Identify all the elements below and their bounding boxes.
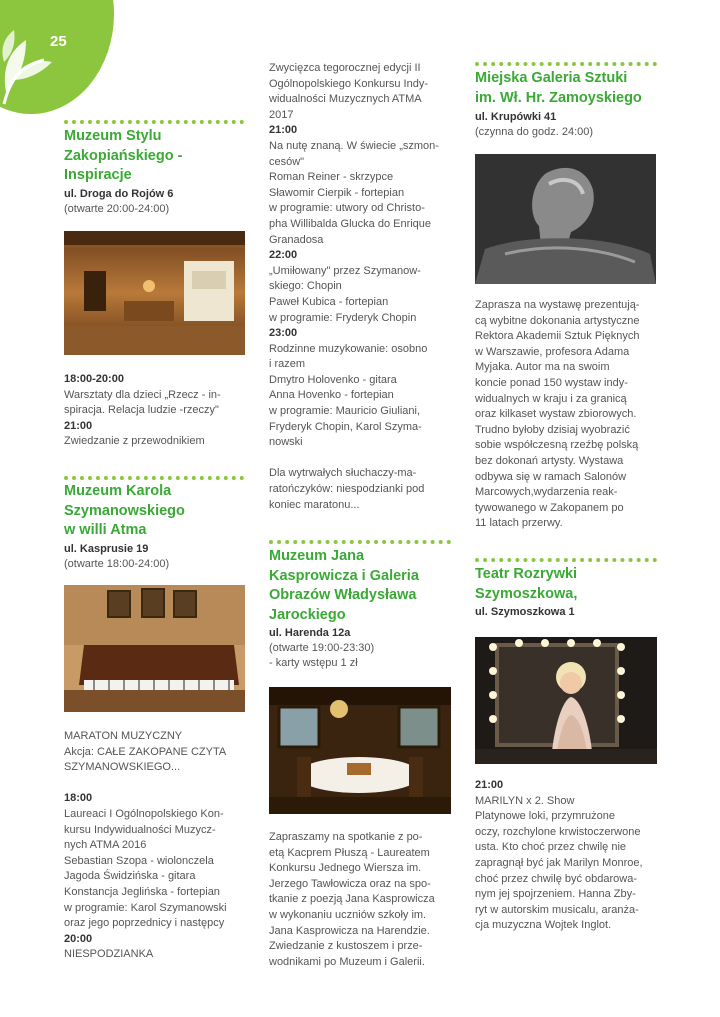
section-title-miejska-galeria: Miejska Galeria Sztuki im. Wł. Hr. Zamoyskiego (475, 70, 642, 106)
opening-hours: (otwarte 19:00-23:30) - karty wstępu 1 zł (269, 642, 375, 669)
address: ul. Szymoszkowa 1 (475, 606, 575, 618)
section-divider (475, 62, 657, 66)
address: ul. Harenda 12a (269, 627, 351, 639)
section-divider (269, 540, 451, 544)
event-description: 21:00 MARILYN x 2. Show Platynowe loki, przymrużone oczy, rozchylone krwistoczerwone usta. Kto choć przez chwilę nie zapragnął być jak Marilyn Monroe, choć przez chwilę być obdarowa- nym jej spojrzeniem. Hanna Zby- ryt w autorskim musicalu, aranża- cja muzyczna Wojtek Inglot. (475, 779, 643, 932)
photo-marilyn-show (475, 637, 657, 764)
page-number: 25 (50, 33, 67, 50)
photo-dining-room (269, 687, 451, 814)
opening-hours: (czynna do godz. 24:00) (475, 126, 594, 138)
section-title-muzeum-stylu: Muzeum Stylu Zakopiańskiego - Inspiracje (64, 128, 183, 183)
leaf-icon (0, 0, 60, 110)
section-divider (64, 120, 244, 124)
photo-wooden-interior (64, 231, 245, 355)
section-title-muzeum-kasprowicza: Muzeum Jana Kasprowicza i Galeria Obrazów Władysława Jarockiego (269, 548, 419, 623)
event-schedule: MARATON MUZYCZNY Akcja: CAŁE ZAKOPANE CZYTA SZYMANOWSKIEGO... 18:00 Laureaci I Ogólnopolskiego Kon- kursu Indywidualności Muzycz- nych ATMA 2016 Sebastian Szopa - wiolonczela Jagoda Świdzińska - gitara Konstancja Jeglińska - fortepian w programie: Karol Szymanowski oraz jego poprzednicy i następcy 20:00 NIESPODZIANKA (64, 730, 227, 961)
opening-hours: (otwarte 18:00-24:00) (64, 558, 170, 570)
photo-piano-room (64, 585, 245, 712)
address: ul. Droga do Rojów 6 (64, 188, 174, 200)
section-title-muzeum-szymanowskiego: Muzeum Karola Szymanowskiego w willi Atma (64, 483, 185, 538)
event-schedule: 18:00-20:00 Warsztaty dla dzieci „Rzecz - in- spiracja. Relacja ludzie -rzeczy" 21:00 Zwiedzanie z przewodnikiem (64, 373, 221, 448)
photo-sculpture (475, 154, 656, 284)
address: ul. Kasprusie 19 (64, 543, 149, 555)
concert-program: Zwycięzca tegorocznej edycji II Ogólnopolskiego Konkursu Indy- widualności Muzycznych ATMA 2017 21:00 Na nutę znaną. W świecie „szmon- cesów" Roman Reiner - skrzypce Sławomir Cierpik - fortepian w programie: utwory od Christo- pha Willibalda Glucka do Enrique Granadosa 22:00 „Umiłowany" przez Szymanow- skiego: Chopin Paweł Kubica - fortepian w programie: Fryderyk Chopin 23:00 Rodzinne muzykowanie: osobno i razem Dmytro Holovenko - gitara Anna Hovenko - fortepian w programie: Mauricio Giuliani, Fryderyk Chopin, Karol Szyma- nowski Dla wytrwałych słuchaczy-ma- ratończyków: niespodzianki pod koniec maratonu... (269, 62, 439, 511)
address: ul. Krupówki 41 (475, 111, 557, 123)
event-description: Zapraszamy na spotkanie z po- etą Kacprem Płuszą - Laureatem Konkursu Jednego Wiersza im. Jerzego Tawłowicza oraz na spo- tkanie z poezją Jana Kasprowicza w wykonaniu uczniów szkoły im. Jana Kasprowicza na Harendzie. Zwiedzanie z kustoszem i prze- wodnikami po Muzeum i Galerii. (269, 831, 435, 968)
event-description: Zaprasza na wystawę prezentują- cą wybitne dokonania artystyczne Rektora Akademii Sztuk Pięknych w Warszawie, profesora Adama Myjaka. Autor ma na swoim koncie ponad 150 wystaw indy- widualnych w kraju i za granicą oraz kilkaset wystaw zbiorowych. Trudno byłoby dzisiaj wyobrazić sobie współczesną rzeźbę polską bez dokonań artysty. Wystawa odbywa się w ramach Salonów Marcowych,wydarzenia reak- tywowanego w Zakopanem po 11 latach przerwy. (475, 299, 640, 530)
section-title-teatr-rozrywki: Teatr Rozrywki Szymoszkowa, (475, 566, 578, 602)
section-divider (475, 558, 657, 562)
opening-hours: (otwarte 20:00-24:00) (64, 203, 170, 215)
section-divider (64, 476, 244, 480)
